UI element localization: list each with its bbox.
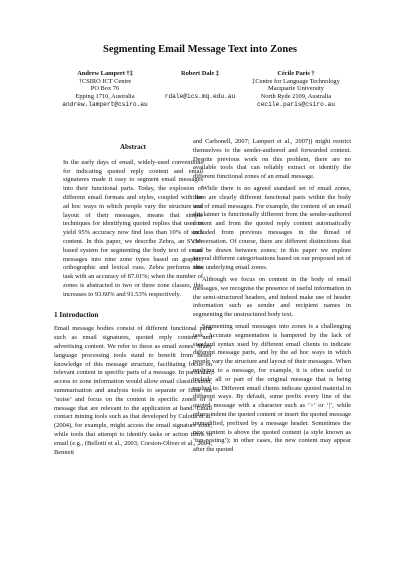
body-paragraph: Although we focus on content in the body of email messages, we recognise the presence of useful information in the semi-structured headers, and indeed make use of header information such as sender and recipient names in segmenting the unstructured body text.: [193, 275, 351, 319]
abstract-heading: Abstract: [119, 143, 147, 151]
paper-title: Segmenting Email Message Text into Zones: [103, 44, 297, 55]
right-column: [193, 138, 351, 458]
author-affiliation-line: Epping 1710, Australia: [75, 93, 135, 101]
author-name: Robert Dale ‡: [181, 70, 219, 77]
author-name: Cécile Paris †: [277, 70, 315, 77]
section-heading-introduction: 1 Introduction: [54, 310, 99, 319]
abstract-text: In the early days of email, widely-used conventions for indicating quoted reply content and email signatures made it easy to segment email messages into their functional parts. Today, the explosion of different email formats and styles, coupled with the ad hoc ways in which people vary the structure and layout of their messages, means that simple techniques for identifying quoted replies that used to yield 95% accuracy now find less than 10% of such content. In this paper, we describe Zebra, an SVM-based system for segmenting the body text of email messages into nine zone types based on graphic, orthographic and lexical cues. Zebra performs this task with an accuracy of 87.01%; when the number of zones is abstracted to two or three zone classes, this increases to 93.60% and 91.53% respectively.: [63, 158, 203, 298]
author-affiliation-line: Macquarie University: [268, 85, 324, 93]
intro-paragraph: Email message bodies consist of different functional parts such as email signatures, quoted reply content and advertising content. We refer to these as email zones. Many language processing tools stand to benefit from better knowledge of this message structure, facilitating focus on relevant content in specific parts of a message. In particular, access to zone information would allow email classification, summarisation and analysis tools to separate or filter out ‘noise’ and focus on the content in specific zones of a message that are relevant to the application at hand. Email contact mining tools such as that developed by Culotta et al. (2004), for example, might access the email signature zone, while tools that attempt to identify tasks or action items in email (e.g., (Bellotti et al., 2003; Corston-Oliver et al., 2004; Bennett: [54, 325, 212, 456]
author-affiliation-line: †CSIRO ICT Centre: [78, 77, 132, 85]
author-affiliation-line: PO Box 76: [90, 85, 120, 93]
author-block-paris: [230, 70, 362, 109]
author-name: Andrew Lampert †‡: [77, 70, 133, 77]
author-affiliation-line: North Ryde 2109, Australia: [260, 93, 332, 101]
left-column: [54, 143, 212, 460]
body-paragraph: and Carbonell, 2007; Lampert et al., 2007)) might restrict themselves to the sender-authored and forwarded content. Despite previous work on this problem, there are no available tools that can reliably extract or identify the different functional zones of an email message.: [193, 138, 351, 181]
body-paragraph: Segmenting email messages into zones is a challenging task. Accurate segmentation is hampered by the lack of standard syntax used by different email clients to indicate different message parts, and by the ad hoc ways in which people vary the structure and layout of their messages. When replying to a message, for example, it is often useful to include all or part of the original message that is being replied to. Different email clients indicate quoted material in different ways. By default, some prefix every line of the quoted message with a character such as ‘>’ or ‘|’, while others indent the quoted content or insert the quoted message unmodified, prefixed by a message header. Sometimes the new content is above the quoted content (a style known as ‘top-posting’); in other cases, the new content may appear after the quoted: [193, 322, 351, 454]
author-email: cecile.paris@csiro.au: [257, 100, 335, 108]
body-paragraph: While there is no agreed standard set of email zones, there are clearly different functional parts within the body text of email messages. For example, the content of an email disclaimer is functionally different from the sender-authored content and from the quoted reply content automatically included from previous messages in the thread of conversation. Of course, there are different distinctions that can be drawn between zones; in this paper we explore several different categorisations based on our proposed set of nine underlying email zones.: [193, 184, 351, 272]
author-email: rdale@ics.mq.edu.au: [164, 93, 236, 101]
author-email: andrew.lampert@csiro.au: [62, 100, 148, 108]
author-affiliation-line: ‡Centre for Language Technology: [252, 77, 340, 85]
